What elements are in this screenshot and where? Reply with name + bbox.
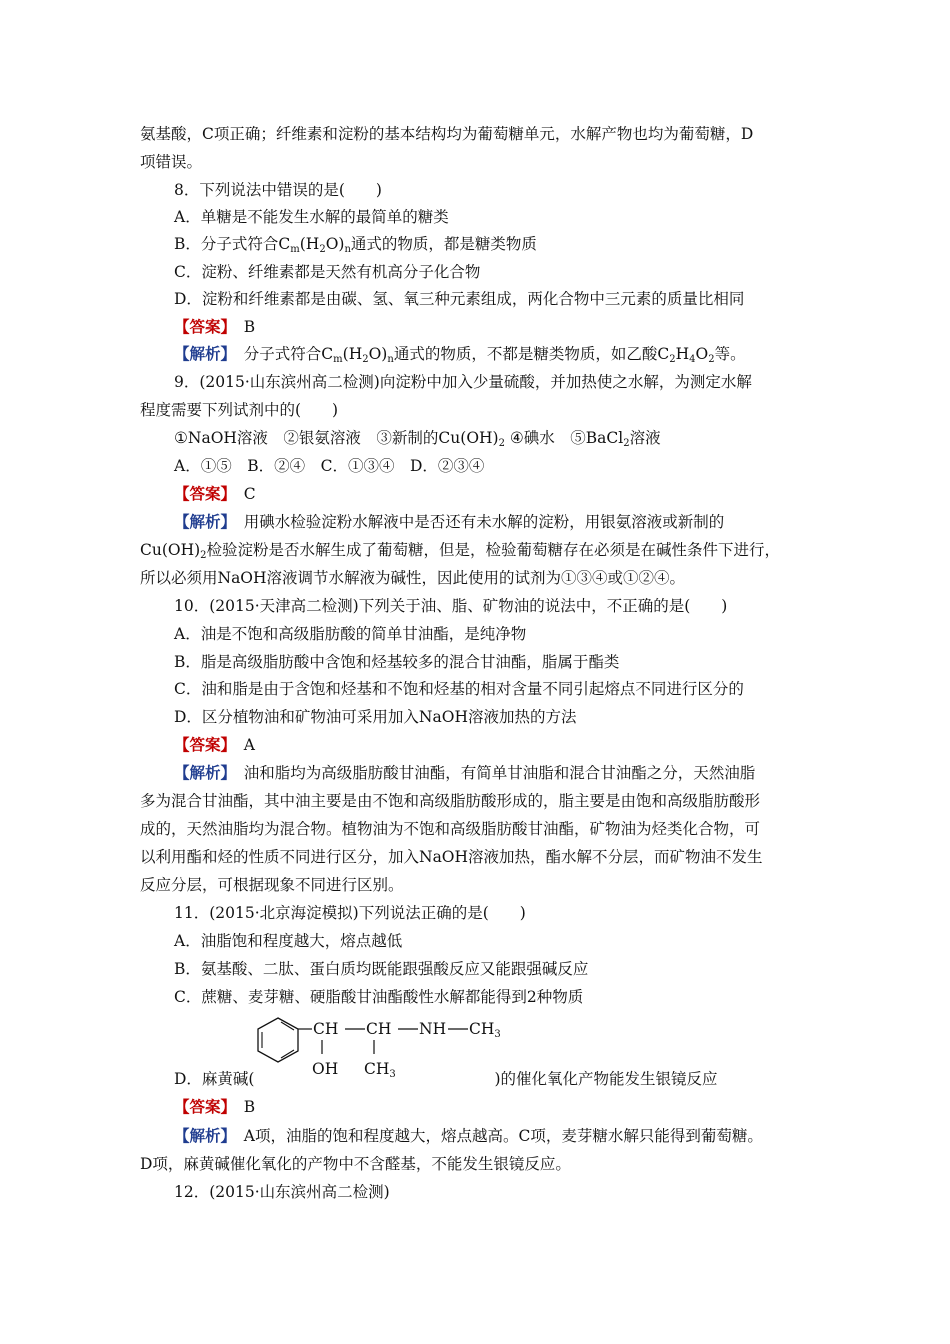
question-8: 8．下列说法中错误的是( ) [174,181,382,199]
analysis-11 [174,1126,763,1146]
text-line: 反应分层，可根据现象不同进行区别。 [140,876,404,894]
text-line: 项错误。 [140,153,203,171]
answer-value: C [243,485,256,503]
answer-tag: 【答案】 [174,317,229,336]
option-text: 通式的物质，都是糖类物质 [350,235,537,253]
answer-10 [174,735,255,755]
answer-9 [174,484,256,504]
formula-sub: 2 [669,354,676,365]
analysis-text: 等。 [714,345,746,363]
analysis-text: 分子式符合C [243,345,334,363]
analysis-tag: 【解析】 [174,344,229,363]
option-10a: A．油是不饱和高级脂肪酸的简单甘油酯，是纯净物 [174,625,527,643]
option-11d [174,1069,718,1089]
text-line: 所以必须用NaOH溶液调节水解液为碱性，因此使用的试剂为①③④或①②④。 [140,569,686,587]
ch-group: CH [366,1020,392,1038]
formula-sub: m [333,354,343,365]
text-line: 多为混合甘油酯，其中油主要是由不饱和高级脂肪酸形成的，脂主要是由饱和高级脂肪酸形 [140,792,761,810]
formula-sub: n [344,244,351,255]
text-line: D项，麻黄碱催化氧化的产物中不含醛基，不能发生银镜反应。 [140,1155,571,1173]
option-10d: D．区分植物油和矿物油可采用加入NaOH溶液加热的方法 [174,708,577,726]
nh-group: NH [419,1020,447,1038]
formula-sub: n [387,354,394,365]
reagent-text: ④碘水 ⑤BaCl [504,429,624,447]
analysis-text: A项，油脂的饱和程度越大，熔点越高。C项，麦芽糖水解只能得到葡萄糖。 [243,1127,763,1145]
analysis-10 [174,763,755,783]
option-text: )的催化氧化产物能发生银镜反应 [494,1070,718,1088]
answer-tag: 【答案】 [174,735,229,754]
answer-value: B [243,1098,256,1116]
formula-part: O) [368,345,388,363]
hydroxyl-group: OH [312,1060,339,1078]
text-line [140,540,780,560]
formula-sub: 2 [200,550,207,561]
formula-sub: 3 [389,1069,396,1080]
text-line: 成的，天然油脂均为混合物。植物油为不饱和高级脂肪酸甘油酯，矿物油为烃类化合物，可 [140,820,761,838]
answer-8 [174,317,255,337]
answer-11 [174,1097,255,1117]
methyl-group [469,1020,501,1038]
formula-sub: m [290,244,300,255]
analysis-8 [174,344,746,364]
option-10b: B．脂是高级脂肪酸中含饱和烃基较多的混合甘油酯，脂属于酯类 [174,653,620,671]
question-9: 9．(2015·山东滨州高二检测)向淀粉中加入少量硫酸，并加热使之水解，为测定水解 [174,373,752,391]
formula-sub: 2 [498,438,505,449]
formula-part: O [695,345,709,363]
question-12: 12．(2015·山东滨州高二检测) [174,1183,390,1201]
formula-sub: 2 [362,354,369,365]
option-text: D．麻黄碱( [174,1070,255,1088]
option-8d: D．淀粉和纤维素都是由碳、氢、氧三种元素组成，两化合物中三元素的质量比相同 [174,290,745,308]
reagent-text: ①NaOH溶液 ②银氨溶液 ③新制的Cu(OH) [174,429,499,447]
option-8b [174,234,537,254]
analysis-9 [174,512,724,532]
formula-sub: 2 [708,354,715,365]
analysis-text: 检验淀粉是否水解生成了葡萄糖，但是，检验葡萄糖存在必须是在碱性条件下进行， [206,541,781,559]
analysis-text: 通式的物质，不都是糖类物质，如乙酸C [393,345,670,363]
methyl-text: CH [469,1020,495,1038]
option-11a: A．油脂饱和程度越大，熔点越低 [174,932,403,950]
option-11b: B．氨基酸、二肽、蛋白质均既能跟强酸反应又能跟强碱反应 [174,960,589,978]
text-line: 氨基酸，C项正确；纤维素和淀粉的基本结构均为葡萄糖单元，水解产物也均为葡萄糖，D [140,125,754,143]
option-text: B．分子式符合C [174,235,291,253]
analysis-text: 油和脂均为高级脂肪酸甘油酯，有简单甘油脂和混合甘油酯之分，天然油脂 [243,764,756,782]
analysis-text: Cu(OH) [140,541,201,559]
option-11c: C．蔗糖、麦芽糖、硬脂酸甘油酯酸性水解都能得到2种物质 [174,988,584,1006]
answer-tag: 【答案】 [174,1097,229,1116]
formula-part: (H [342,345,363,363]
reagent-text: 溶液 [629,429,661,447]
analysis-tag: 【解析】 [174,1126,229,1145]
answer-value: B [243,318,256,336]
methyl-text: CH [364,1060,390,1078]
question-10: 10．(2015·天津高二检测)下列关于油、脂、矿物油的说法中，不正确的是( ) [174,597,728,615]
analysis-tag: 【解析】 [174,763,229,782]
reagent-list [174,428,661,448]
choices-9: A．①⑤ B．②④ C．①③④ D．②③④ [174,457,485,475]
formula-part: (H [299,235,320,253]
formula-sub: 4 [689,354,696,365]
ch-group: CH [313,1020,339,1038]
formula-part: O) [325,235,345,253]
option-8c: C．淀粉、纤维素都是天然有机高分子化合物 [174,263,481,281]
option-10c: C．油和脂是由于含饱和烃基和不饱和烃基的相对含量不同引起熔点不同进行区分的 [174,680,744,698]
text-line: 程度需要下列试剂中的( ) [140,401,339,419]
formula-sub: 2 [319,244,326,255]
analysis-text: 用碘水检验淀粉水解液中是否还有未水解的淀粉，用银氨溶液或新制的 [243,513,725,531]
formula-sub: 3 [494,1029,501,1040]
answer-tag: 【答案】 [174,484,229,503]
formula-part: H [675,345,690,363]
analysis-tag: 【解析】 [174,512,229,531]
formula-sub: 2 [623,438,630,449]
answer-value: A [243,736,255,754]
option-8a: A．单糖是不能发生水解的最简单的糖类 [174,208,449,226]
text-line: 以利用酯和烃的性质不同进行区分，加入NaOH溶液加热，酯水解不分层，而矿物油不发生 [140,848,763,866]
question-11: 11．(2015·北京海淀模拟)下列说法正确的是( ) [174,904,526,922]
